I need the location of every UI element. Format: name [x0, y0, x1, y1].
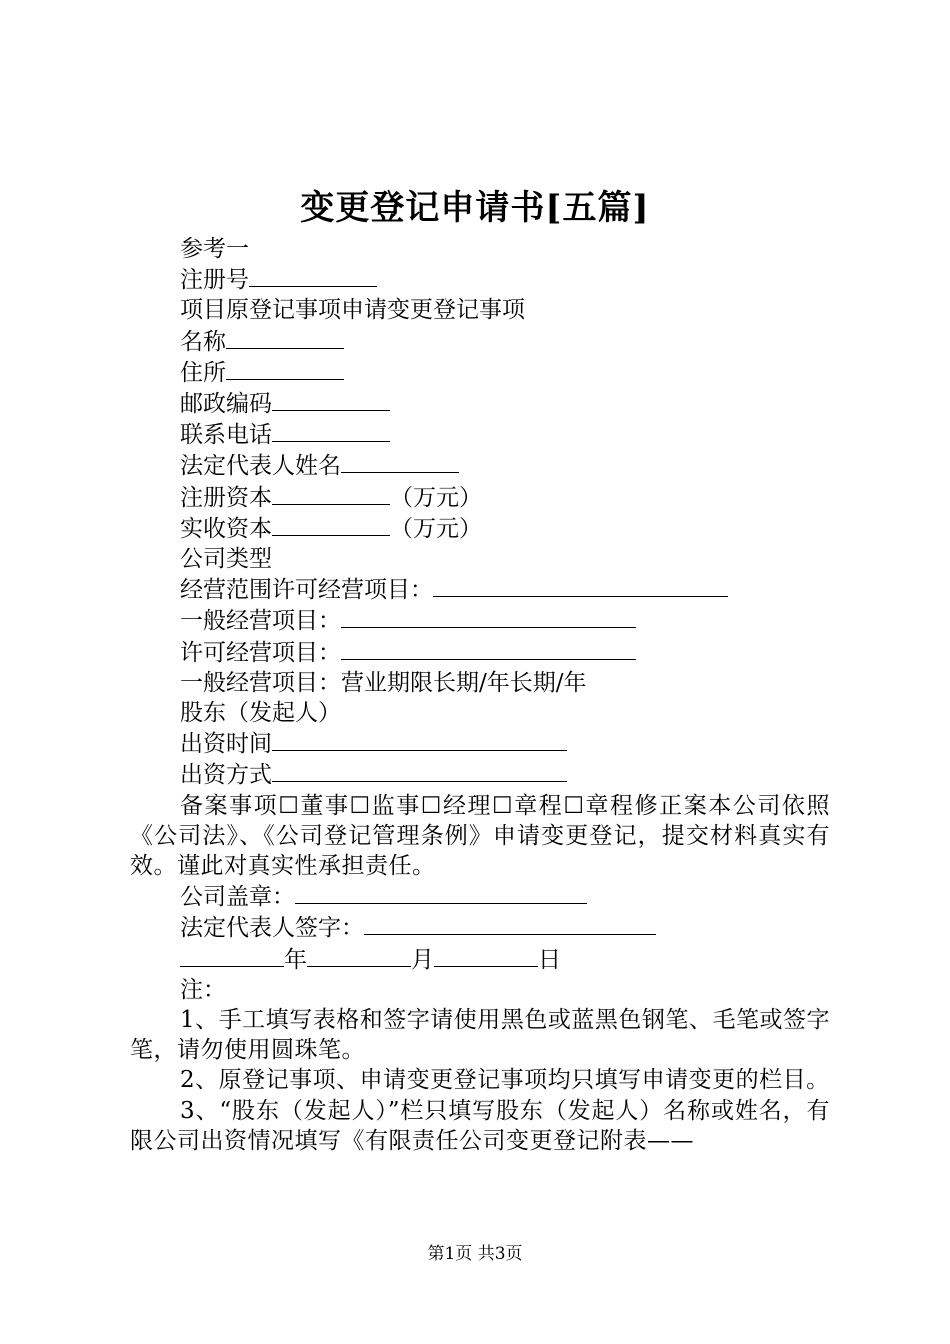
document-body — [130, 234, 830, 1156]
reg-no-line: 注册号 — [130, 264, 830, 295]
year-blank[interactable] — [180, 944, 284, 967]
date-line: 年 月 日 — [130, 944, 830, 975]
paid-capital-blank[interactable] — [272, 513, 390, 536]
note-item: 3、“股东（发起人）”栏只填写股东（发起人）名称或姓名，有限公司出资情况填写《有限责任公司变更登记附表—— — [130, 1097, 830, 1154]
company-type-line: 公司类型 — [180, 546, 272, 573]
project-header-line: 项目原登记事项申请变更登记事项 — [180, 297, 525, 324]
notes-header: 注： — [180, 976, 226, 1003]
license-items-blank[interactable] — [341, 637, 636, 660]
general-period-line: 一般经营项目：营业期限长期/年长期/年 — [180, 669, 587, 696]
general-items-line: 一般经营项目： — [130, 605, 830, 636]
invest-method-blank[interactable] — [272, 759, 567, 782]
signature-blank[interactable] — [364, 912, 656, 935]
page-title: 变更登记申请书[五篇] — [300, 188, 650, 228]
paid-capital-line: 实收资本 （万元） — [130, 513, 830, 544]
seal-line: 公司盖章： — [130, 881, 830, 912]
reg-capital-blank[interactable] — [272, 482, 390, 505]
signature-line: 法定代表人签字： — [130, 912, 830, 943]
legal-rep-line: 法定代表人姓名 — [130, 450, 830, 481]
phone-blank[interactable] — [272, 419, 390, 442]
seal-blank[interactable] — [295, 881, 587, 904]
invest-time-blank[interactable] — [272, 728, 567, 751]
general-items-blank[interactable] — [341, 605, 636, 628]
address-line: 住所 — [130, 357, 830, 388]
scope-license-blank[interactable] — [433, 574, 728, 597]
note-item: 2、原登记事项、申请变更登记事项均只填写申请变更的栏目。 — [180, 1067, 830, 1094]
day-blank[interactable] — [434, 944, 538, 967]
shareholder-line: 股东（发起人） — [180, 700, 341, 727]
reg-no-blank[interactable] — [249, 264, 377, 287]
license-items-line: 许可经营项目： — [130, 637, 830, 668]
note-item: 1、手工填写表格和签字请使用黑色或蓝黑色钢笔、毛笔或签字笔，请勿使用圆珠笔。 — [130, 1007, 830, 1064]
phone-line: 联系电话 — [130, 419, 830, 450]
invest-method-line: 出资方式 — [130, 759, 830, 790]
address-blank[interactable] — [226, 357, 344, 380]
invest-time-line: 出资时间 — [130, 728, 830, 759]
reg-capital-line: 注册资本 （万元） — [130, 482, 830, 513]
scope-license-line: 经营范围许可经营项目： — [130, 574, 830, 605]
name-line: 名称 — [130, 326, 830, 357]
declaration-paragraph: 备案事项☐董事☐监事☐经理☐章程☐章程修正案本公司依照《公司法》、《公司登记管理条例》申请变更登记，提交材料真实有效。谨此对真实性承担责任。 — [130, 792, 830, 880]
month-blank[interactable] — [307, 944, 411, 967]
page-footer: 第1页 共3页 — [427, 1244, 523, 1264]
name-blank[interactable] — [226, 326, 344, 349]
ref-line: 参考一 — [180, 236, 249, 262]
postcode-blank[interactable] — [272, 388, 390, 411]
legal-rep-blank[interactable] — [341, 450, 459, 473]
postcode-line: 邮政编码 — [130, 388, 830, 419]
